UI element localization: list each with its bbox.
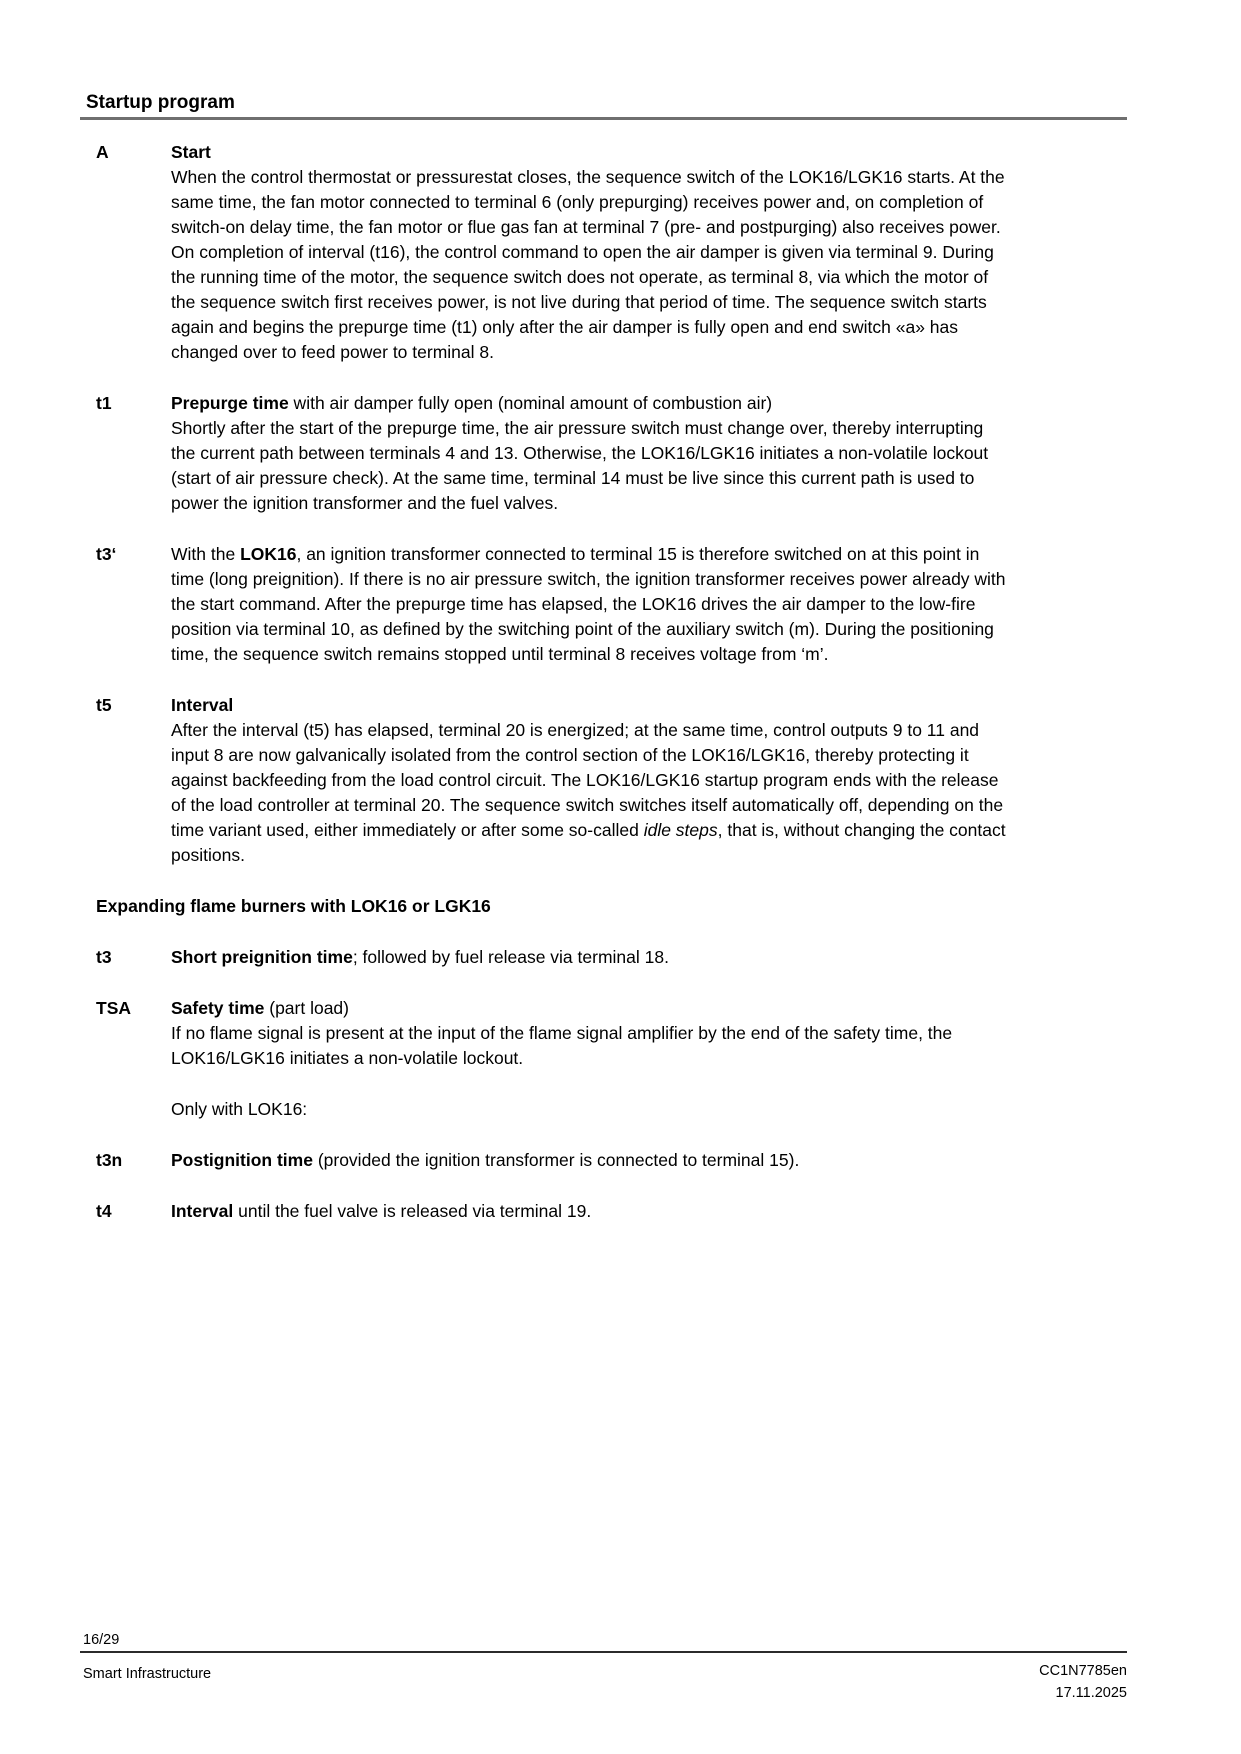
text-line (171, 592, 1131, 617)
text-line (171, 491, 1131, 516)
text-line (171, 190, 1131, 215)
text-run: After the interval (t5) has elapsed, terminal 20 is energized; at the same time, control outputs 9 to 11 and (171, 720, 980, 740)
text-run: With the (171, 544, 241, 564)
text-line (171, 140, 1131, 165)
footer-company: Smart Infrastructure (83, 1666, 212, 1682)
text-line (171, 843, 1131, 868)
section-content (171, 996, 1131, 1071)
text-line (171, 542, 1131, 567)
text-run: LOK16 (240, 544, 297, 564)
section-content (171, 945, 1131, 970)
text-run: (part load) (264, 998, 349, 1018)
section-t3 (96, 945, 1141, 970)
section-content (96, 894, 1131, 919)
page-number: 16/29 (83, 1632, 120, 1648)
section-content (171, 542, 1131, 667)
section-label: TSA (96, 998, 131, 1018)
text-line (171, 945, 1131, 970)
text-line (171, 818, 1131, 843)
text-run: time, the sequence switch remains stopped until terminal 8 receives voltage from ‘m’. (171, 644, 829, 664)
text-run: Only with LOK16: (171, 1099, 308, 1119)
section-expanding-heading (96, 894, 1141, 919)
text-run: On completion of interval (t16), the control command to open the air damper is given via terminal 9. During (171, 242, 994, 262)
section-label (96, 1097, 171, 1122)
section-content (171, 391, 1131, 516)
footer-rule (80, 1651, 1127, 1653)
text-run: same time, the fan motor connected to terminal 6 (only prepurging) receives power and, on completion of (171, 192, 984, 212)
section-label: t3 (96, 947, 112, 967)
text-run: Interval (171, 1201, 234, 1221)
section-only-note (96, 1097, 1141, 1122)
text-run: the sequence switch first receives power, is not live during that period of time. The sequence switch starts (171, 292, 987, 312)
section-label: t1 (96, 393, 112, 413)
section-label: t4 (96, 1201, 112, 1221)
text-run: , that is, without changing the contact (717, 820, 1006, 840)
text-line (171, 768, 1131, 793)
text-run: switch-on delay time, the fan motor or flue gas fan at terminal 7 (pre- and postpurging) also receives power. (171, 217, 1001, 237)
text-run: , an ignition transformer connected to terminal 15 is therefore switched on at this point in (296, 544, 980, 564)
text-run: ; followed by fuel release via terminal 18. (352, 947, 669, 967)
section-content (171, 1097, 1131, 1122)
text-line (171, 391, 1131, 416)
footer-doc-id: CC1N7785en (1039, 1663, 1127, 1679)
text-run: time (long preignition). If there is no air pressure switch, the ignition transformer receives power already with (171, 569, 1006, 589)
text-line (171, 718, 1131, 743)
text-line (171, 617, 1131, 642)
text-run: with air damper fully open (nominal amount of combustion air) (288, 393, 773, 413)
text-line (171, 567, 1131, 592)
text-run: Shortly after the start of the prepurge time, the air pressure switch must change over, thereby interrupting (171, 418, 984, 438)
section-content (171, 140, 1131, 365)
text-line (171, 1097, 1131, 1122)
text-line (171, 265, 1131, 290)
text-run: of the load controller at terminal 20. The sequence switch switches itself automatically off, depending on the (171, 795, 1004, 815)
footer-doc-info (1039, 1660, 1127, 1704)
text-line (171, 693, 1131, 718)
text-run: Start (171, 142, 211, 162)
section-t1 (96, 391, 1141, 516)
section-content (171, 693, 1131, 868)
text-run: positions. (171, 845, 245, 865)
text-run: If no flame signal is present at the input of the flame signal amplifier by the end of the safety time, the (171, 1023, 953, 1043)
text-run: Prepurge time (171, 393, 289, 413)
section-t3-prime (96, 542, 1141, 667)
text-run: again and begins the prepurge time (t1) only after the air damper is fully open and end switch «a» has (171, 317, 959, 337)
text-run: When the control thermostat or pressurestat closes, the sequence switch of the LOK16/LGK16 starts. At the (171, 167, 1005, 187)
text-run: time variant used, either immediately or after some so-called (171, 820, 644, 840)
footer-date: 17.11.2025 (1055, 1685, 1127, 1701)
text-line (171, 1199, 1131, 1224)
text-run: input 8 are now galvanically isolated from the control section of the LOK16/LGK16, thereby protecting it (171, 745, 969, 765)
text-line (171, 743, 1131, 768)
section-t3n (96, 1148, 1141, 1173)
text-run: until the fuel valve is released via terminal 19. (233, 1201, 592, 1221)
text-line (171, 290, 1131, 315)
text-line (171, 996, 1131, 1021)
text-run: changed over to feed power to terminal 8. (171, 342, 494, 362)
text-run: Interval (171, 695, 234, 715)
section-t5 (96, 693, 1141, 868)
text-line (171, 441, 1131, 466)
text-line (171, 1046, 1131, 1071)
header-rule (80, 117, 1127, 120)
section-TSA (96, 996, 1141, 1071)
text-run: Postignition time (171, 1150, 313, 1170)
text-run: Safety time (171, 998, 265, 1018)
text-line (171, 340, 1131, 365)
section-t4 (96, 1199, 1141, 1224)
text-run: the current path between terminals 4 and 13. Otherwise, the LOK16/LGK16 initiates a non-volatile lockout (171, 443, 989, 463)
text-line (171, 215, 1131, 240)
page-title: Startup program (86, 92, 235, 113)
section-A (96, 140, 1141, 365)
text-line (171, 416, 1131, 441)
text-line (171, 793, 1131, 818)
section-label: t5 (96, 695, 112, 715)
text-run: (start of air pressure check). At the same time, terminal 14 must be live since this current path is used to (171, 468, 975, 488)
section-content (171, 1199, 1131, 1224)
section-label: t3n (96, 1150, 123, 1170)
text-line (171, 1021, 1131, 1046)
text-line (171, 642, 1131, 667)
text-line (171, 165, 1131, 190)
text-line (171, 315, 1131, 340)
text-run: LOK16/LGK16 initiates a non-volatile lockout. (171, 1048, 524, 1068)
text-run: (provided the ignition transformer is connected to terminal 15). (312, 1150, 800, 1170)
text-run: position via terminal 10, as defined by the switching point of the auxiliary switch (m). During the positioning (171, 619, 994, 639)
section-label: A (96, 142, 109, 162)
text-line (171, 466, 1131, 491)
text-run: the running time of the motor, the sequence switch does not operate, as terminal 8, via which the motor of (171, 267, 989, 287)
text-run: power the ignition transformer and the fuel valves. (171, 493, 559, 513)
text-run: Expanding flame burners with LOK16 or LGK16 (96, 896, 491, 916)
text-run: Short preignition time (171, 947, 353, 967)
section-content (171, 1148, 1131, 1173)
text-run: against backfeeding from the load control circuit. The LOK16/LGK16 startup program ends with the release (171, 770, 999, 790)
text-line (171, 1148, 1131, 1173)
text-line (171, 240, 1131, 265)
doc-sections (96, 140, 1141, 1250)
section-label: t3‘ (96, 544, 117, 564)
text-run: idle steps (643, 820, 718, 840)
text-run: the start command. After the prepurge time has elapsed, the LOK16 drives the air damper to the low-fire (171, 594, 976, 614)
text-line (96, 894, 1131, 919)
